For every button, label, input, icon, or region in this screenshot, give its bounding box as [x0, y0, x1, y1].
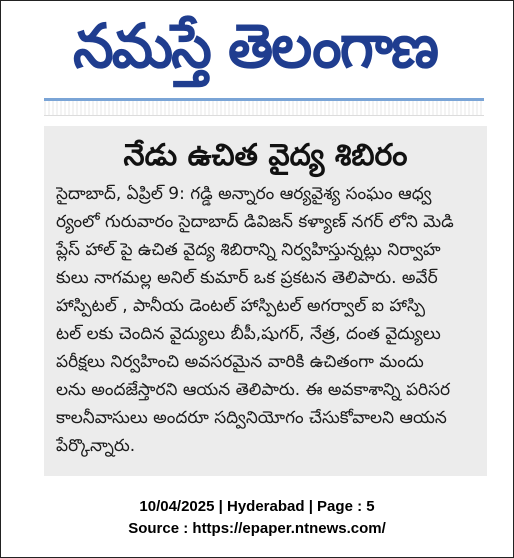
article-clipping [44, 126, 487, 476]
article-line: కులు నాగమల్ల అనిల్ కుమార్ ఒక ప్రకటన తెలిపారు. అవేర్ [56, 268, 438, 288]
article-line: లను అందజేస్తారని ఆయన తెలిపారు. ఈ అవకాశాన్ని పరిసర [56, 380, 451, 400]
source-url: Source : https://epaper.ntnews.com/ [128, 520, 386, 537]
newspaper-masthead [60, 6, 450, 86]
article-line: ప్లేస్ హాల్ పై ఉచిత వైద్య శిబిరాన్ని నిర్వహిస్తున్నట్లు నిర్వాహ [56, 240, 441, 260]
article-headline: నేడు ఉచిత వైద్య శిబిరం [123, 138, 408, 173]
article-line: ర్యంలో గురువారం సైదాబాద్ డివిజన్ కళ్యాణ్ నగర్ లోని మెడి [56, 212, 454, 232]
article-body [56, 180, 476, 460]
article-line: పేర్కొన్నారు. [56, 436, 136, 456]
article-line: సైదాబాద్, ఏప్రిల్ 9: గడ్డి అన్నారం ఆర్యవైశ్య సంఘం ఆధ్వ [56, 184, 432, 204]
article-line: టల్ లకు చెందిన వైద్యులు బీపీ,షుగర్, నేత్ర, దంత వైద్యులు [56, 324, 441, 344]
masthead-divider [44, 98, 484, 116]
masthead-title: నమస్తే తెలంగాణ [73, 10, 437, 82]
article-line: పరీక్షలు నిర్వహించి అవసరమైన వారికి ఉచితంగా మందు [56, 352, 424, 372]
article-line: కాలనీవాసులు అందరూ సద్వినియోగం చేసుకోవాలని ఆయన [56, 408, 447, 428]
article-line: హాస్పిటల్ , పానీయ డెంటల్ హాస్పిటల్ అగర్వాల్ ఐ హాస్పి [56, 296, 426, 316]
date-location-page: 10/04/2025 | Hyderabad | Page : 5 [139, 498, 375, 515]
